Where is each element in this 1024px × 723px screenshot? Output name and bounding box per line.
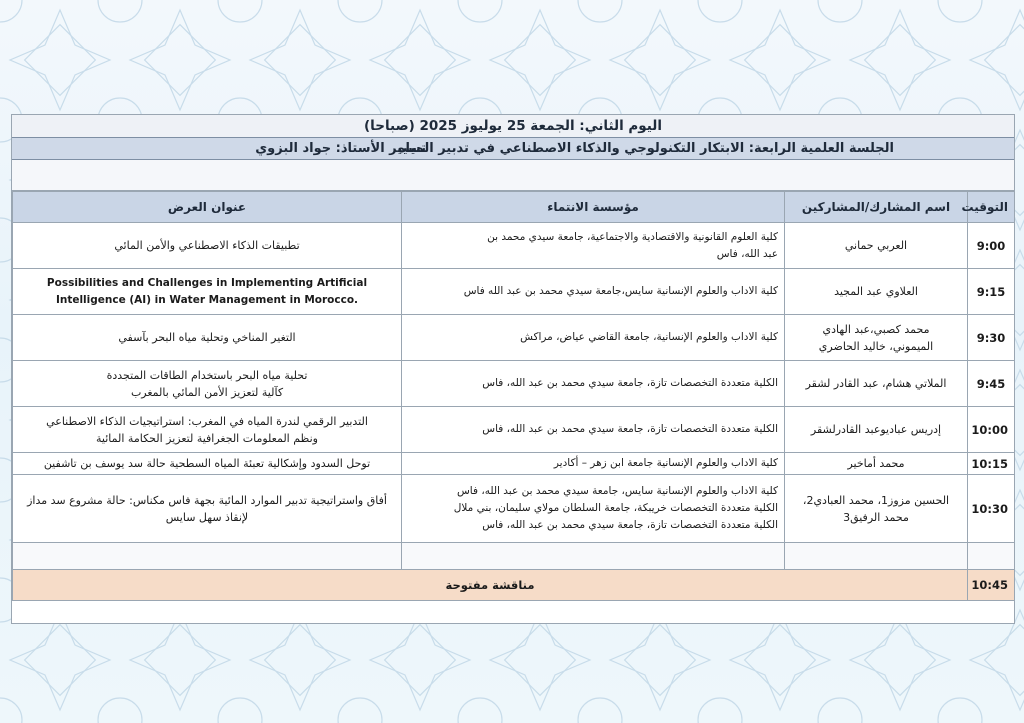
institution-line: كلية الاداب والعلوم الإنسانية، جامعة القاضي عياض، مراكش: [520, 331, 778, 343]
col-header-institution: مؤسسة الانتماء: [402, 192, 785, 223]
table-header: [13, 192, 1015, 223]
discussion-row: [13, 570, 1015, 601]
spacer-row: [12, 160, 1014, 191]
time-cell: 10:00: [968, 407, 1015, 453]
table-row: [13, 223, 1015, 269]
institution-cell: [402, 475, 785, 543]
time-cell: 9:00: [968, 223, 1015, 269]
table-row: [13, 315, 1015, 361]
institution-line: كلية الاداب والعلوم الإنسانية سايس، جامعة سيدي محمد بن عبد الله، فاس: [456, 485, 778, 497]
table-row: [13, 453, 1015, 475]
time-cell: 9:15: [968, 269, 1015, 315]
institution-cell: [402, 315, 785, 361]
institution-cell: [402, 453, 785, 475]
title-cell: [13, 269, 402, 315]
empty-row: [13, 543, 1015, 570]
institution-cell: [402, 223, 785, 269]
title-line: كآلية لتعزيز الأمن المائي بالمغرب: [130, 385, 284, 399]
participants-cell: [785, 315, 968, 361]
table-row: [13, 407, 1015, 453]
participants-line: الملاتي هشام، عبد القادر لشقر: [805, 377, 947, 390]
session-header: [12, 138, 1014, 160]
institution-cell: [402, 361, 785, 407]
table-row: [13, 269, 1015, 315]
title-line: التغير المناخي وتحلية مياه البحر بآسفي: [118, 331, 296, 344]
time-cell: 9:45: [968, 361, 1015, 407]
participants-cell: [785, 269, 968, 315]
col-header-time: التوقيت: [968, 192, 1015, 223]
participants-line: العربي حماني: [844, 239, 908, 252]
title-cell: [13, 453, 402, 475]
participants-line: إدريس عباديوعبد القادرلشقر: [810, 423, 942, 436]
title-cell: [13, 223, 402, 269]
title-line: تطبيقات الذكاء الاصطناعي والأمن المائي: [114, 239, 300, 252]
title-line: Possibilities and Challenges in Implementing Artificial: [46, 276, 368, 289]
time-cell: 10:15: [968, 453, 1015, 475]
institution-cell: [402, 407, 785, 453]
institution-line: الكلية متعددة التخصصات تازة، جامعة سيدي محمد بن عبد الله، فاس: [482, 377, 778, 389]
day-header: اليوم الثاني: الجمعة 25 يوليوز 2025 (صباحا): [12, 115, 1014, 138]
schedule-table: [12, 191, 1015, 601]
participants-line: محمد كصبي،عبد الهادي: [822, 322, 930, 336]
time-cell: 10:30: [968, 475, 1015, 543]
institution-line: كلية الاداب والعلوم الإنسانية جامعة ابن زهر – أكادير: [553, 457, 778, 469]
time-cell: 9:30: [968, 315, 1015, 361]
discussion-time: 10:45: [968, 570, 1015, 601]
participants-line: العلاوي عبد المجيد: [834, 285, 918, 298]
table-row: [13, 361, 1015, 407]
session-chair: تسيير الأستاذ: جواد البزوي: [255, 141, 426, 156]
program-sheet: [11, 114, 1015, 624]
participants-line: الحسين مزوز1، محمد العبادي2،: [802, 493, 950, 507]
title-line: توحل السدود وإشكالية تعبئة المياه السطحية حالة سد يوسف بن تاشفين: [43, 457, 371, 470]
institution-line: الكلية متعددة التخصصات خريبكة، جامعة السلطان مولاي سليمان، بني ملال: [453, 502, 778, 514]
table-row: [13, 475, 1015, 543]
title-line: تحلية مياه البحر باستخدام الطاقات المتجددة: [106, 368, 308, 382]
title-line: ونظم المعلومات الجغرافية لتعزيز الحكامة المائية: [96, 431, 318, 445]
discussion-label: مناقشة مفتوحة: [13, 570, 968, 601]
title-line: التدبير الرقمي لندرة المياه في المغرب: استراتيجيات الذكاء الاصطناعي: [46, 414, 368, 428]
title-line: لإنقاذ سهل سايس: [165, 510, 249, 524]
participants-line: محمد أماخير: [847, 457, 905, 470]
institution-line: الكلية متعددة التخصصات تازة، جامعة سيدي محمد بن عبد الله، فاس: [482, 519, 778, 531]
title-line: Intelligence (AI) in Water Management in Morocco.: [55, 293, 359, 306]
title-cell: [13, 475, 402, 543]
title-line: أفاق واستراتيجية تدبير الموارد المائية بجهة فاس مكناس: حالة مشروع سد مداز: [27, 493, 387, 507]
participants-cell: [785, 475, 968, 543]
title-cell: [13, 361, 402, 407]
participants-cell: [785, 453, 968, 475]
institution-line: عبد الله، فاس: [716, 247, 778, 260]
participants-line: الميموني، خاليد الحاضري: [818, 339, 934, 353]
title-cell: [13, 315, 402, 361]
participants-cell: [785, 361, 968, 407]
col-header-participants: اسم المشارك/المشاركين: [785, 192, 968, 223]
institution-cell: [402, 269, 785, 315]
title-cell: [13, 407, 402, 453]
institution-line: كلية العلوم القانونية والاقتصادية والاجتماعية، جامعة سيدي محمد بن: [487, 230, 778, 243]
institution-line: الكلية متعددة التخصصات تازة، جامعة سيدي محمد بن عبد الله، فاس: [482, 423, 778, 435]
participants-line: محمد الرفيق3: [843, 510, 909, 524]
participants-cell: [785, 223, 968, 269]
institution-line: كلية الاداب والعلوم الإنسانية سايس،جامعة سيدي محمد بن عبد الله فاس: [463, 285, 778, 297]
participants-cell: [785, 407, 968, 453]
col-header-title: عنوان العرض: [13, 192, 402, 223]
session-title: الجلسة العلمية الرابعة: الابتكار التكنولوجي والذكاء الاصطناعي في تدبير المياه: [397, 141, 894, 156]
